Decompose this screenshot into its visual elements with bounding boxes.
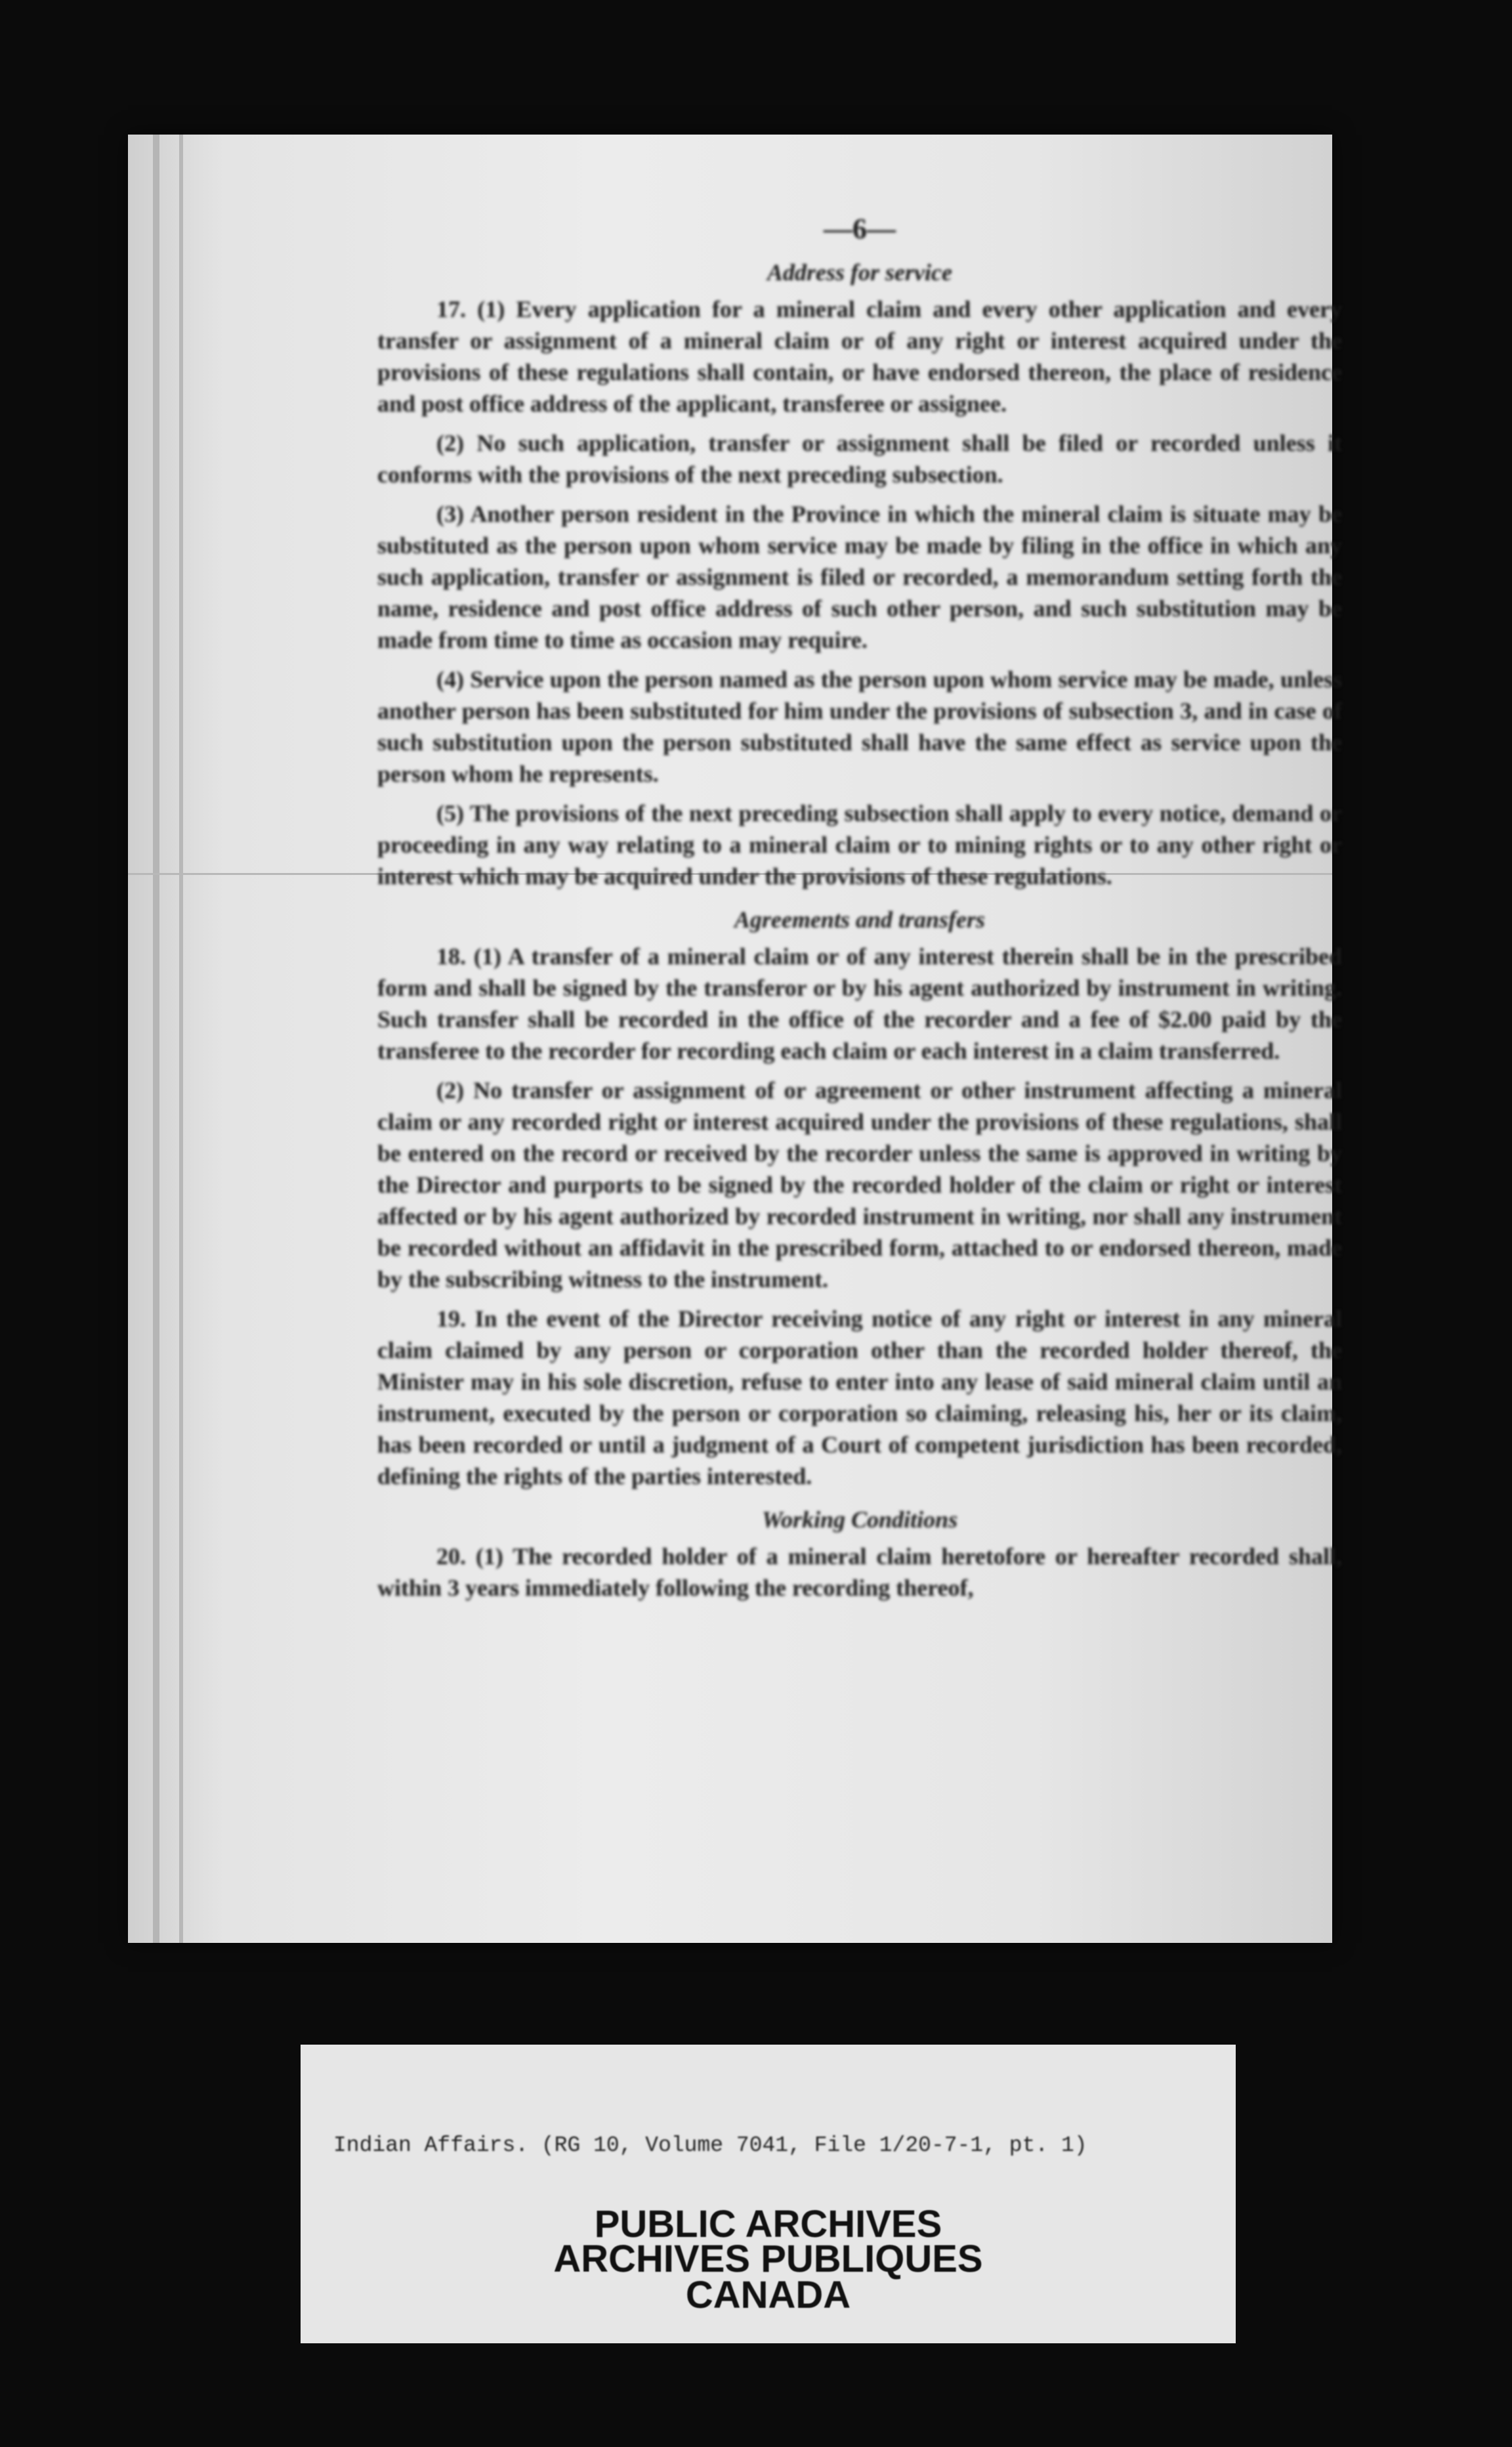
page-text xyxy=(377,213,1342,1611)
page-number: —6— xyxy=(824,213,896,245)
archive-name-line: ARCHIVES PUBLIQUES xyxy=(553,2238,983,2280)
paragraph: (4) Service upon the person named as the person upon whom service may be made, unless another person has been substituted for him under the provisions of subsection 3, and in case of such substitution upon the person substituted shall have the same effect as service upon the person whom he represents. xyxy=(377,666,1342,787)
section-agreements-and-transfers xyxy=(377,904,1342,1492)
archive-name-line: PUBLIC ARCHIVES xyxy=(594,2203,942,2245)
section-working-conditions xyxy=(377,1504,1342,1604)
paragraph: 19. In the event of the Director receiving notice of any right or interest in any mineral claim claimed by any person or corporation other than the recorded holder thereof, the Minister may in his sole discretion, refuse to enter into any lease of said mineral claim until an instrument, executed by the person or corporation so claiming, releasing his, her or its claim, has been recorded or until a judgment of a Court of competent jurisdiction has been recorded, defining the rights of the parties interested. xyxy=(377,1306,1342,1489)
paragraph: 20. (1) The recorded holder of a mineral claim heretofore or hereafter recorded shall, within 3 years immediately following the recording thereof, xyxy=(377,1543,1342,1601)
paragraph: (2) No such application, transfer or assignment shall be filed or recorded unless it conforms with the provisions of the next preceding subsection. xyxy=(377,430,1342,488)
paragraph: 18. (1) A transfer of a mineral claim or of any interest therein shall be in the prescribed form and shall be signed by the transferor or by his agent authorized by instrument in writing. Such transfer shall be recorded in the office of the recorder and a fee of $2.00 paid by the transferee to the recorder for recording each claim or each interest in a claim transferred. xyxy=(377,943,1342,1064)
paragraph: (5) The provisions of the next preceding subsection shall apply to every notice, demand or proceeding in any way relating to a mineral claim or to mining rights or to any other right or interest which may be acquired under the provisions of these regulations. xyxy=(377,800,1342,889)
archive-name-line: CANADA xyxy=(685,2274,851,2316)
archive-reference: Indian Affairs. (RG 10, Volume 7041, File 1/20-7-1, pt. 1) xyxy=(333,2133,1087,2158)
section-heading: Agreements and transfers xyxy=(734,906,986,933)
page-spine-edge xyxy=(179,135,183,1943)
archive-label-card xyxy=(301,2045,1236,2343)
paragraph: (3) Another person resident in the Province in which the mineral claim is situate may be substituted as the person upon whom service may be made by filing in the office in which any such application, transfer or assignment is filed or recorded, a memorandum setting forth the name, residence and post office address of such other person, and such substitution may be made from time to time as occasion may require. xyxy=(377,501,1342,653)
section-heading: Address for service xyxy=(767,259,952,286)
section-heading: Working Conditions xyxy=(761,1506,958,1533)
section-address-for-service xyxy=(377,257,1342,892)
document-page xyxy=(128,135,1342,1943)
page-spine-edge xyxy=(153,135,159,1943)
paragraph: 17. (1) Every application for a mineral claim and every other application and every transfer or assignment of a mineral claim or of any right or interest acquired under the provisions of these regulations shall contain, or have endorsed thereon, the place of residence and post office address of the applicant, transferee or assignee. xyxy=(377,296,1342,417)
paragraph: (2) No transfer or assignment of or agreement or other instrument affecting a mineral claim or any recorded right or interest acquired under the provisions of these regulations, shall be entered on the record or received by the recorder unless the same is approved in writing by the Director and purports to be signed by the recorded holder of the claim or right or interest affected or by his agent authorized by recorded instrument in writing, nor shall any instrument be recorded without an affidavit in the prescribed form, attached to or endorsed thereon, made by the subscribing witness to the instrument. xyxy=(377,1077,1342,1292)
